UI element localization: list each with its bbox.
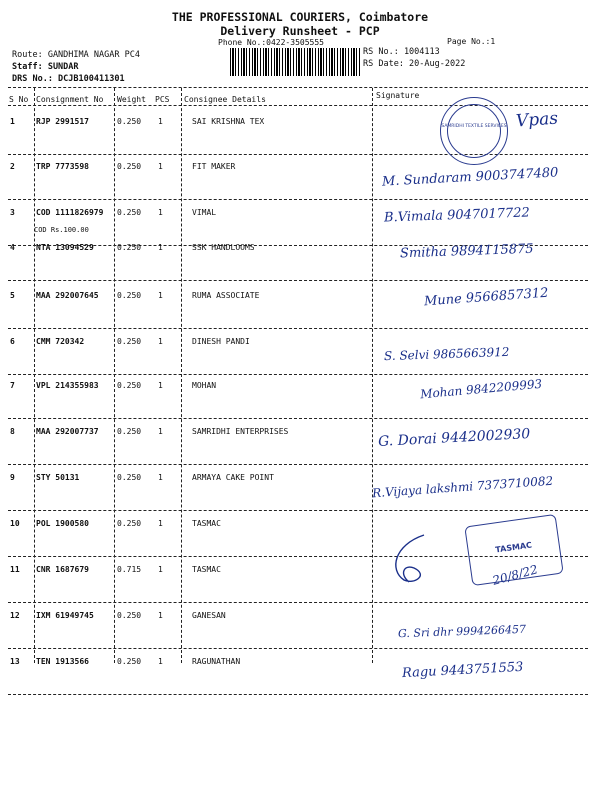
row-weight: 0.250 — [117, 208, 142, 217]
row-sno: 12 — [10, 611, 20, 620]
row-weight: 0.250 — [117, 657, 142, 666]
row-weight: 0.250 — [117, 611, 142, 620]
row-sno: 5 — [10, 291, 15, 300]
row-consignment-no: COD 1111826979 — [36, 208, 104, 217]
table-header-rule — [8, 105, 588, 106]
col-header-consignee: Consignee Details — [184, 95, 266, 104]
signature-4: Smitha 9894115875 — [399, 241, 534, 262]
row-consignee: TASMAC — [192, 519, 221, 528]
row-divider — [8, 374, 588, 375]
row-sno: 4 — [10, 243, 15, 252]
row-consignment-no: RJP 2991517 — [36, 117, 89, 126]
row-consignee: RUMA ASSOCIATE — [192, 291, 260, 300]
route-label: Route: GANDHIMA NAGAR PC4 — [12, 50, 140, 60]
signature-3: B.Vimala 9047017722 — [383, 205, 531, 226]
signature-1: Vpas — [515, 108, 559, 132]
row-sno: 9 — [10, 473, 15, 482]
row-weight: 0.250 — [117, 117, 142, 126]
col-divider — [181, 88, 182, 663]
row-weight: 0.250 — [117, 243, 142, 252]
row-pcs: 1 — [158, 657, 163, 666]
row-pcs: 1 — [158, 611, 163, 620]
row-cod-note: COD Rs.100.00 — [34, 226, 89, 234]
row-consignee: FIT MAKER — [192, 162, 236, 171]
row-pcs: 1 — [158, 565, 163, 574]
barcode — [230, 48, 360, 76]
page-number: Page No.:1 — [447, 37, 496, 46]
row-consignee: DINESH PANDI — [192, 337, 250, 346]
row-sno: 10 — [10, 519, 20, 528]
table-top-rule — [8, 87, 588, 88]
row-divider — [8, 418, 588, 419]
row-consignment-no: STY 50131 — [36, 473, 80, 482]
row-consignee: TASMAC — [192, 565, 221, 574]
row-sno: 13 — [10, 657, 20, 666]
row-consignee: ARMAYA CAKE POINT — [192, 473, 274, 482]
row-divider — [8, 694, 588, 695]
row-consignee: GANESAN — [192, 611, 226, 620]
row-weight: 0.250 — [117, 337, 142, 346]
row-weight: 0.715 — [117, 565, 142, 574]
row-pcs: 1 — [158, 162, 163, 171]
row-consignment-no: TRP 7773598 — [36, 162, 89, 171]
row-pcs: 1 — [158, 208, 163, 217]
rs-date: RS Date: 20-Aug-2022 — [363, 59, 466, 69]
staff-label: Staff: SUNDAR — [12, 62, 79, 72]
row-consignment-no: CNR 1687679 — [36, 565, 89, 574]
row-weight: 0.250 — [117, 291, 142, 300]
stamp-text: TASMAC — [494, 540, 533, 555]
row-pcs: 1 — [158, 337, 163, 346]
row-consignee: MOHAN — [192, 381, 217, 390]
row-consignee: VIMAL — [192, 208, 217, 217]
row-sno: 7 — [10, 381, 15, 390]
row-consignee: SAI KRISHNA TEX — [192, 117, 265, 126]
signature-7: Mohan 9842209993 — [419, 376, 543, 402]
row-weight: 0.250 — [117, 381, 142, 390]
row-sno: 6 — [10, 337, 15, 346]
drs-number: DRS No.: DCJB100411301 — [12, 74, 125, 84]
row-weight: 0.250 — [117, 427, 142, 436]
signature-10: 20/8/22 — [490, 562, 540, 588]
row-weight: 0.250 — [117, 519, 142, 528]
row-pcs: 1 — [158, 381, 163, 390]
row-consignee: RAGUNATHAN — [192, 657, 241, 666]
row-pcs: 1 — [158, 117, 163, 126]
row-divider — [8, 602, 588, 603]
row-divider — [8, 464, 588, 465]
row-consignee: SAMRIDHI ENTERPRISES — [192, 427, 289, 436]
phone-number: Phone No.:0422-3505555 — [218, 38, 324, 47]
stamp-text: SAMRIDHI TEXTILE SERVICES — [441, 124, 507, 129]
row-divider — [8, 199, 588, 200]
row-sno: 8 — [10, 427, 15, 436]
row-consignment-no: VPL 214355983 — [36, 381, 99, 390]
row-divider — [8, 280, 588, 281]
col-header-pcs: PCS — [155, 95, 170, 104]
signature-6: S. Selvi 9865663912 — [383, 344, 510, 364]
row-divider — [8, 648, 588, 649]
row-weight: 0.250 — [117, 162, 142, 171]
row-weight: 0.250 — [117, 473, 142, 482]
document-title: THE PROFESSIONAL COURIERS, Coimbatore — [171, 10, 429, 24]
row-consignee: SSK HANDLOOMS — [192, 243, 255, 252]
row-consignment-no: MAA 292007737 — [36, 427, 99, 436]
company-stamp — [440, 97, 508, 165]
rs-number: RS No.: 1004113 — [363, 47, 440, 57]
row-divider — [8, 328, 588, 329]
row-pcs: 1 — [158, 243, 163, 252]
row-sno: 2 — [10, 162, 15, 171]
col-header-sno: S No — [9, 95, 29, 104]
row-consignment-no: TEN 1913566 — [36, 657, 89, 666]
row-consignment-no: CMM 720342 — [36, 337, 85, 346]
col-header-consignment: Consignment No — [36, 95, 104, 104]
row-sno: 11 — [10, 565, 20, 574]
col-divider — [372, 88, 373, 663]
row-consignment-no: MAA 292007645 — [36, 291, 99, 300]
row-pcs: 1 — [158, 519, 163, 528]
signature-9: R.Vijaya lakshmi 7373710082 — [371, 473, 554, 501]
signature-2: M. Sundaram 9003747480 — [381, 165, 559, 190]
row-divider — [8, 154, 588, 155]
row-consignment-no: NTA 13094529 — [36, 243, 94, 252]
col-header-signature: Signature — [376, 91, 420, 100]
row-sno: 3 — [10, 208, 15, 217]
row-pcs: 1 — [158, 427, 163, 436]
row-pcs: 1 — [158, 291, 163, 300]
row-consignment-no: POL 1900580 — [36, 519, 89, 528]
signature-5: Mune 9566857312 — [423, 285, 549, 310]
row-divider — [8, 510, 588, 511]
col-divider — [114, 88, 115, 663]
row-pcs: 1 — [158, 473, 163, 482]
col-header-weight: Weight — [117, 95, 146, 104]
signature-11: G. Sri dhr 9994266457 — [397, 622, 527, 641]
row-consignment-no: IXM 61949745 — [36, 611, 94, 620]
col-divider — [34, 88, 35, 663]
signature-8: G. Dorai 9442002930 — [377, 426, 531, 450]
scribble-mark — [384, 530, 444, 590]
document-subtitle: Delivery Runsheet - PCP — [220, 24, 380, 38]
row-sno: 1 — [10, 117, 15, 126]
signature-12: Ragu 9443751553 — [401, 659, 524, 682]
